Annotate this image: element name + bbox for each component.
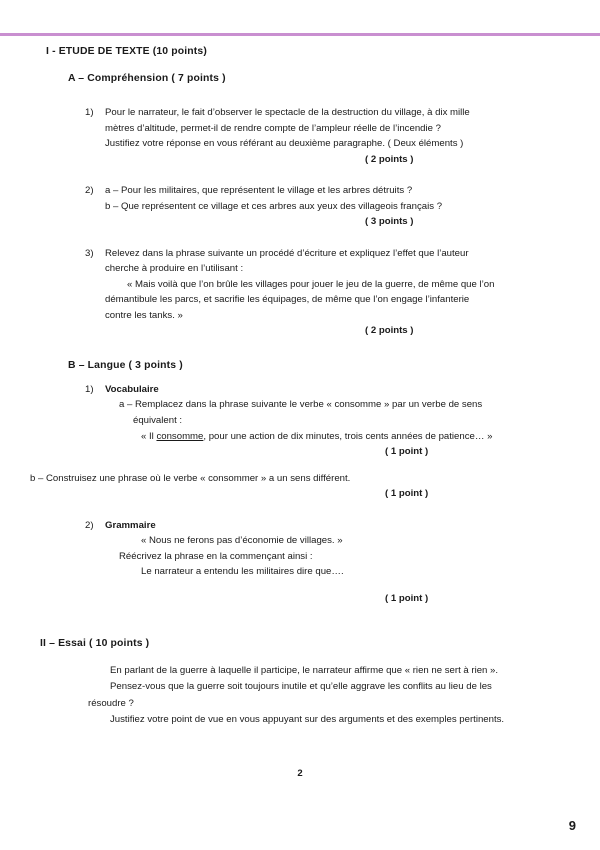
essai-line-3: résoudre ? bbox=[88, 697, 134, 709]
question-3-quote-line-1: « Mais voilà que l’on brûle les villages pour jouer le jeu de la guerre, de même que l’on bbox=[127, 278, 495, 290]
essai-body bbox=[88, 663, 572, 727]
question-3-quote-line-3: contre les tanks. » bbox=[105, 309, 183, 321]
question-1-number: 1) bbox=[85, 107, 94, 118]
question-3-line-2: cherche à produire en l’utilisant : bbox=[105, 263, 244, 275]
vocabulaire-quote-suffix: , pour une action de dix minutes, trois cents années de patience… » bbox=[203, 430, 493, 442]
question-1-line-3: Justifiez votre réponse en vous référant au deuxième paragraphe. ( Deux éléments ) bbox=[105, 138, 464, 150]
question-3 bbox=[85, 246, 572, 324]
question-1 bbox=[85, 105, 572, 152]
section-two-heading: II – Essai ( 10 points ) bbox=[40, 638, 150, 650]
question-3-points: ( 2 points ) bbox=[365, 325, 414, 337]
grammaire-starter: Le narrateur a entendu les militaires dire que…. bbox=[141, 566, 344, 578]
vocabulaire-item-a-line-1: a – Remplacez dans la phrase suivante le verbe « consomme » par un verbe de sens bbox=[119, 399, 483, 411]
page-content bbox=[0, 46, 600, 728]
question-1-line-1: Pour le narrateur, le fait d’observer le spectacle de la destruction du village, à dix mille bbox=[105, 107, 470, 118]
essai-line-4: Justifiez votre point de vue en vous appuyant sur des arguments et des exemples pertinents. bbox=[110, 713, 505, 725]
grammaire-block bbox=[85, 518, 572, 580]
grammaire-instruction: Réécrivez la phrase en la commençant ainsi : bbox=[119, 550, 313, 562]
grammaire-number: 2) bbox=[85, 519, 94, 531]
question-1-line-2: mètres d’altitude, permet-il de rendre compte de l’ampleur réelle de l’incendie ? bbox=[105, 122, 441, 134]
part-b-heading: B – Langue ( 3 points ) bbox=[68, 359, 183, 371]
grammaire-points: ( 1 point ) bbox=[385, 592, 429, 604]
vocabulaire-title: Vocabulaire bbox=[105, 383, 159, 395]
vocabulaire-quote-underlined: consomme bbox=[156, 430, 204, 442]
essai-line-1: En parlant de la guerre à laquelle il participe, le narrateur affirme que « rien ne sert à rien ». bbox=[110, 665, 499, 677]
vocabulaire-points-a: ( 1 point ) bbox=[385, 446, 429, 458]
question-2-number: 2) bbox=[85, 185, 94, 197]
page-number: 2 bbox=[297, 768, 303, 779]
vocabulaire-quote-prefix: « Il bbox=[141, 430, 157, 442]
sheet-number: 9 bbox=[568, 818, 576, 833]
question-2-item-b: b – Que représentent ce village et ces arbres aux yeux des villageois français ? bbox=[105, 200, 443, 212]
part-a-heading: A – Compréhension ( 7 points ) bbox=[68, 73, 226, 84]
question-2-points: ( 3 points ) bbox=[365, 216, 414, 228]
header-rule bbox=[0, 33, 600, 36]
section-one-heading: I - ETUDE DE TEXTE (10 points) bbox=[46, 46, 207, 57]
vocabulaire-quote bbox=[105, 429, 572, 445]
question-3-line-1: Relevez dans la phrase suivante un procédé d’écriture et expliquez l’effet que l’auteur bbox=[105, 247, 469, 259]
vocabulaire-item-a-line-2: équivalent : bbox=[133, 414, 183, 426]
vocabulaire-block bbox=[85, 382, 572, 444]
grammaire-title: Grammaire bbox=[105, 519, 156, 531]
essai-line-2: Pensez-vous que la guerre soit toujours inutile et qu’elle aggrave les conflits au lieu de les bbox=[110, 681, 492, 693]
question-3-number: 3) bbox=[85, 247, 94, 259]
question-3-quote-line-2: démantibule les parcs, et sacrifie les équipages, de même que l’on engage l’infanterie bbox=[105, 294, 470, 306]
question-1-points: ( 2 points ) bbox=[365, 153, 414, 165]
grammaire-quote: « Nous ne ferons pas d’économie de villages. » bbox=[141, 535, 343, 547]
vocabulaire-points-b: ( 1 point ) bbox=[385, 488, 429, 500]
question-2 bbox=[85, 183, 572, 214]
vocabulaire-item-b: b – Construisez une phrase où le verbe « consommer » a un sens différent. bbox=[30, 472, 351, 484]
vocabulaire-number: 1) bbox=[85, 383, 94, 395]
question-2-item-a: a – Pour les militaires, que représentent le village et les arbres détruits ? bbox=[105, 185, 413, 197]
